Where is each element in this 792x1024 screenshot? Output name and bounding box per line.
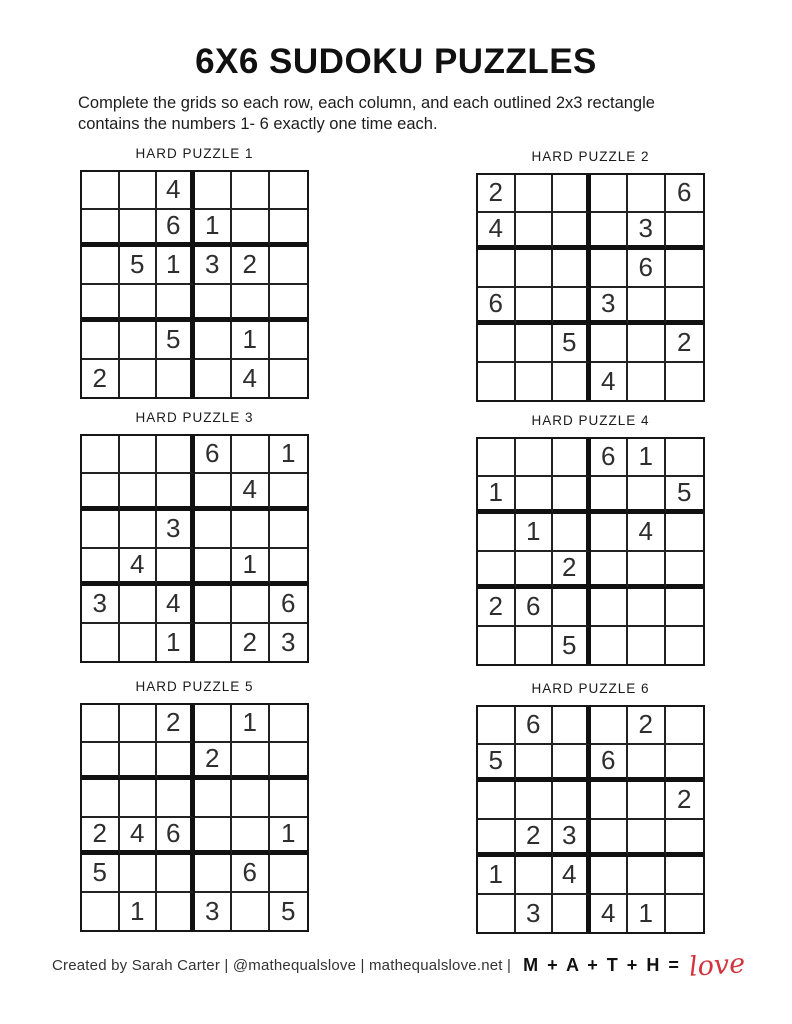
sudoku-cell-empty[interactable] (120, 624, 158, 662)
sudoku-cell-empty[interactable] (478, 895, 516, 933)
sudoku-cell-given: 2 (478, 175, 516, 213)
sudoku-cell-empty[interactable] (478, 707, 516, 745)
sudoku-cell-empty[interactable] (478, 820, 516, 858)
sudoku-cell-empty[interactable] (591, 175, 629, 213)
sudoku-cell-given: 1 (270, 436, 308, 474)
sudoku-cell-given: 2 (666, 325, 704, 363)
sudoku-cell-given: 1 (195, 210, 233, 248)
puzzle-title: HARD PUZZLE 1 (135, 146, 254, 161)
sudoku-cell-empty[interactable] (270, 474, 308, 512)
sudoku-cell-given: 5 (478, 745, 516, 783)
sudoku-cell-empty[interactable] (232, 172, 270, 210)
sudoku-cell-empty[interactable] (628, 857, 666, 895)
sudoku-grid (476, 437, 705, 666)
sudoku-cell-empty[interactable] (516, 857, 554, 895)
sudoku-cell-empty[interactable] (478, 627, 516, 665)
sudoku-cell-given: 5 (120, 247, 158, 285)
sudoku-cell-empty[interactable] (591, 213, 629, 251)
sudoku-cell-empty[interactable] (195, 705, 233, 743)
sudoku-cell-empty[interactable] (591, 589, 629, 627)
sudoku-cell-given: 1 (478, 477, 516, 515)
sudoku-cell-given: 1 (628, 439, 666, 477)
sudoku-cell-empty[interactable] (516, 250, 554, 288)
sudoku-cell-given: 2 (195, 743, 233, 781)
sudoku-cell-given: 2 (232, 624, 270, 662)
sudoku-cell-empty[interactable] (82, 549, 120, 587)
sudoku-cell-empty[interactable] (666, 514, 704, 552)
sudoku-cell-empty[interactable] (120, 210, 158, 248)
sudoku-cell-empty[interactable] (82, 285, 120, 323)
sudoku-cell-empty[interactable] (628, 288, 666, 326)
sudoku-cell-empty[interactable] (82, 474, 120, 512)
sudoku-cell-empty[interactable] (591, 857, 629, 895)
sudoku-cell-given: 5 (157, 322, 195, 360)
sudoku-cell-empty[interactable] (553, 250, 591, 288)
sudoku-cell-empty[interactable] (478, 782, 516, 820)
sudoku-cell-empty[interactable] (232, 780, 270, 818)
sudoku-cell-empty[interactable] (82, 743, 120, 781)
sudoku-cell-given: 2 (82, 818, 120, 856)
sudoku-cell-given: 2 (628, 707, 666, 745)
sudoku-cell-empty[interactable] (553, 477, 591, 515)
sudoku-cell-empty[interactable] (591, 325, 629, 363)
sudoku-cell-empty[interactable] (516, 477, 554, 515)
sudoku-cell-empty[interactable] (82, 172, 120, 210)
sudoku-cell-empty[interactable] (553, 213, 591, 251)
puzzle-title: HARD PUZZLE 3 (135, 410, 254, 425)
sudoku-cell-given: 5 (553, 325, 591, 363)
sudoku-cell-empty[interactable] (195, 624, 233, 662)
sudoku-cell-empty[interactable] (553, 745, 591, 783)
puzzle-4 (476, 413, 705, 666)
sudoku-cell-empty[interactable] (120, 360, 158, 398)
sudoku-cell-empty[interactable] (666, 707, 704, 745)
sudoku-cell-empty[interactable] (270, 322, 308, 360)
sudoku-cell-empty[interactable] (516, 175, 554, 213)
sudoku-cell-given: 1 (232, 322, 270, 360)
sudoku-cell-empty[interactable] (516, 745, 554, 783)
sudoku-cell-empty[interactable] (270, 285, 308, 323)
sudoku-cell-empty[interactable] (666, 820, 704, 858)
sudoku-cell-empty[interactable] (82, 780, 120, 818)
sudoku-cell-empty[interactable] (120, 322, 158, 360)
instructions (78, 93, 738, 135)
sudoku-cell-empty[interactable] (195, 549, 233, 587)
sudoku-cell-empty[interactable] (195, 586, 233, 624)
sudoku-cell-empty[interactable] (120, 474, 158, 512)
sudoku-cell-given: 1 (232, 549, 270, 587)
sudoku-cell-empty[interactable] (553, 288, 591, 326)
sudoku-cell-given: 6 (478, 288, 516, 326)
sudoku-cell-given: 6 (157, 210, 195, 248)
sudoku-cell-empty[interactable] (553, 895, 591, 933)
sudoku-cell-given: 1 (157, 624, 195, 662)
puzzle-2 (476, 149, 705, 402)
sudoku-cell-given: 2 (516, 820, 554, 858)
sudoku-cell-given: 5 (553, 627, 591, 665)
sudoku-cell-empty[interactable] (120, 511, 158, 549)
sudoku-cell-empty[interactable] (591, 514, 629, 552)
sudoku-cell-empty[interactable] (666, 363, 704, 401)
sudoku-cell-given: 4 (591, 363, 629, 401)
sudoku-cell-empty[interactable] (120, 172, 158, 210)
footer (52, 948, 752, 983)
sudoku-cell-empty[interactable] (195, 322, 233, 360)
sudoku-cell-given: 1 (232, 705, 270, 743)
sudoku-cell-given: 4 (232, 474, 270, 512)
sudoku-cell-empty[interactable] (232, 893, 270, 931)
sudoku-cell-empty[interactable] (591, 627, 629, 665)
sudoku-cell-empty[interactable] (591, 782, 629, 820)
sudoku-cell-given: 4 (157, 172, 195, 210)
sudoku-cell-empty[interactable] (195, 780, 233, 818)
sudoku-cell-empty[interactable] (478, 514, 516, 552)
sudoku-cell-empty[interactable] (628, 820, 666, 858)
sudoku-cell-empty[interactable] (516, 782, 554, 820)
sudoku-cell-empty[interactable] (82, 511, 120, 549)
sudoku-cell-empty[interactable] (120, 855, 158, 893)
sudoku-cell-given: 3 (628, 213, 666, 251)
sudoku-cell-empty[interactable] (82, 624, 120, 662)
sudoku-cell-empty[interactable] (195, 474, 233, 512)
sudoku-cell-empty[interactable] (82, 893, 120, 931)
page-title: 6X6 SUDOKU PUZZLES (195, 42, 597, 81)
sudoku-cell-given: 3 (553, 820, 591, 858)
sudoku-cell-empty[interactable] (666, 250, 704, 288)
sudoku-cell-empty[interactable] (157, 780, 195, 818)
sudoku-grid (80, 703, 309, 932)
sudoku-cell-given: 1 (478, 857, 516, 895)
sudoku-cell-empty[interactable] (591, 820, 629, 858)
sudoku-cell-empty[interactable] (232, 743, 270, 781)
sudoku-cell-empty[interactable] (516, 627, 554, 665)
sudoku-cell-given: 2 (666, 782, 704, 820)
sudoku-cell-empty[interactable] (157, 436, 195, 474)
sudoku-cell-empty[interactable] (157, 549, 195, 587)
sudoku-cell-empty[interactable] (591, 250, 629, 288)
sudoku-cell-empty[interactable] (591, 477, 629, 515)
sudoku-cell-empty[interactable] (666, 745, 704, 783)
puzzle-title: HARD PUZZLE 2 (531, 149, 650, 164)
sudoku-cell-given: 2 (82, 360, 120, 398)
sudoku-cell-empty[interactable] (82, 322, 120, 360)
sudoku-cell-given: 6 (666, 175, 704, 213)
sudoku-cell-empty[interactable] (666, 552, 704, 590)
sudoku-cell-empty[interactable] (628, 477, 666, 515)
sudoku-cell-empty[interactable] (120, 285, 158, 323)
sudoku-cell-empty[interactable] (232, 586, 270, 624)
sudoku-cell-empty[interactable] (82, 436, 120, 474)
sudoku-cell-given: 6 (516, 707, 554, 745)
sudoku-cell-given: 1 (120, 893, 158, 931)
sudoku-cell-empty[interactable] (270, 172, 308, 210)
sudoku-cell-empty[interactable] (232, 818, 270, 856)
sudoku-cell-given: 4 (120, 818, 158, 856)
sudoku-cell-empty[interactable] (628, 552, 666, 590)
sudoku-cell-empty[interactable] (478, 439, 516, 477)
sudoku-cell-empty[interactable] (195, 360, 233, 398)
sudoku-cell-empty[interactable] (628, 627, 666, 665)
sudoku-cell-empty[interactable] (270, 360, 308, 398)
puzzle-title: HARD PUZZLE 4 (531, 413, 650, 428)
sudoku-cell-empty[interactable] (553, 707, 591, 745)
sudoku-cell-empty[interactable] (666, 288, 704, 326)
puzzle-title: HARD PUZZLE 5 (135, 679, 254, 694)
sudoku-cell-empty[interactable] (157, 743, 195, 781)
instructions-line-2: contains the numbers 1- 6 exactly one time each. (78, 114, 438, 133)
sudoku-cell-empty[interactable] (516, 439, 554, 477)
sudoku-cell-empty[interactable] (666, 589, 704, 627)
sudoku-cell-given: 5 (82, 855, 120, 893)
sudoku-cell-given: 4 (553, 857, 591, 895)
sudoku-cell-empty[interactable] (270, 549, 308, 587)
sudoku-cell-empty[interactable] (120, 743, 158, 781)
sudoku-cell-given: 6 (195, 436, 233, 474)
sudoku-cell-given: 4 (628, 514, 666, 552)
sudoku-cell-empty[interactable] (628, 363, 666, 401)
sudoku-cell-empty[interactable] (666, 857, 704, 895)
sudoku-cell-empty[interactable] (195, 511, 233, 549)
sudoku-cell-empty[interactable] (516, 552, 554, 590)
sudoku-cell-given: 5 (281, 895, 296, 926)
sudoku-grid (80, 434, 309, 663)
sudoku-cell-empty[interactable] (666, 213, 704, 251)
sudoku-cell-given: 6 (157, 818, 195, 856)
sudoku-cell-given: 1 (270, 818, 308, 856)
sudoku-cell-given: 2 (232, 247, 270, 285)
sudoku-cell-empty[interactable] (516, 325, 554, 363)
sudoku-cell-given: 6 (591, 439, 629, 477)
sudoku-cell-empty[interactable] (478, 363, 516, 401)
sudoku-cell-empty[interactable] (120, 780, 158, 818)
sudoku-cell-given: 6 (270, 586, 308, 624)
puzzle-3 (80, 410, 309, 663)
sudoku-cell-empty[interactable] (478, 325, 516, 363)
sudoku-cell-empty[interactable] (666, 439, 704, 477)
love-script: love (687, 948, 746, 983)
sudoku-cell-empty[interactable] (82, 705, 120, 743)
sudoku-cell-empty[interactable] (628, 782, 666, 820)
sudoku-cell-given: 4 (591, 895, 629, 933)
sudoku-cell-given: 1 (516, 514, 554, 552)
sudoku-cell-empty[interactable] (628, 589, 666, 627)
sudoku-cell-empty[interactable] (270, 743, 308, 781)
sudoku-cell-empty[interactable] (516, 288, 554, 326)
sudoku-cell-given: 3 (281, 626, 296, 657)
sudoku-cell-empty[interactable] (666, 627, 704, 665)
sudoku-cell-empty[interactable] (120, 436, 158, 474)
sudoku-cell-empty[interactable] (591, 552, 629, 590)
sudoku-cell-empty[interactable] (120, 705, 158, 743)
sudoku-cell-given: 3 (591, 288, 629, 326)
sudoku-cell-empty[interactable] (270, 780, 308, 818)
sudoku-cell-empty[interactable] (232, 436, 270, 474)
sudoku-cell-empty[interactable] (195, 172, 233, 210)
sudoku-cell-empty[interactable] (157, 855, 195, 893)
sudoku-cell-empty[interactable] (270, 705, 308, 743)
sudoku-cell-empty[interactable] (232, 210, 270, 248)
sudoku-cell-empty[interactable] (628, 745, 666, 783)
sudoku-cell-empty[interactable] (270, 210, 308, 248)
sudoku-cell-given: 1 (628, 895, 666, 933)
sudoku-cell-empty[interactable] (157, 474, 195, 512)
sudoku-cell-empty[interactable] (232, 285, 270, 323)
footer-credit: Created by Sarah Carter | @mathequalslove | mathequalslove.net | (52, 957, 512, 974)
sudoku-cell-given: 6 (628, 250, 666, 288)
puzzle-6 (476, 681, 705, 934)
sudoku-cell-given: 5 (666, 477, 704, 515)
sudoku-cell-empty[interactable] (232, 511, 270, 549)
sudoku-cell-empty[interactable] (195, 855, 233, 893)
sudoku-cell-empty[interactable] (553, 782, 591, 820)
sudoku-cell-empty[interactable] (270, 511, 308, 549)
sudoku-cell-empty[interactable] (553, 175, 591, 213)
sudoku-cell-empty[interactable] (553, 514, 591, 552)
sudoku-cell-given: 6 (591, 745, 629, 783)
sudoku-cell-empty[interactable] (516, 363, 554, 401)
sudoku-cell-given: 3 (195, 893, 233, 931)
sudoku-cell-empty[interactable] (157, 285, 195, 323)
sudoku-cell-empty[interactable] (82, 247, 120, 285)
sudoku-cell-empty[interactable] (157, 360, 195, 398)
sudoku-cell-empty[interactable] (628, 175, 666, 213)
sudoku-cell-given: 4 (232, 360, 270, 398)
sudoku-cell-given: 1 (157, 247, 195, 285)
sudoku-cell-empty[interactable] (157, 893, 195, 931)
sudoku-cell-given: 3 (157, 511, 195, 549)
puzzle-1 (80, 146, 309, 399)
sudoku-cell-given: 4 (120, 549, 158, 587)
sudoku-cell-given: 3 (195, 247, 233, 285)
puzzle-title: HARD PUZZLE 6 (531, 681, 650, 696)
sudoku-cell-given: 3 (516, 895, 554, 933)
sudoku-cell-given: 2 (157, 705, 195, 743)
sudoku-cell-given: 6 (516, 589, 554, 627)
sudoku-cell-empty[interactable] (553, 363, 591, 401)
sudoku-cell-empty[interactable] (591, 707, 629, 745)
sudoku-grid (80, 170, 309, 399)
instructions-line-1: Complete the grids so each row, each column, and each outlined 2x3 rectangle (78, 94, 655, 112)
sudoku-cell-empty[interactable] (516, 213, 554, 251)
sudoku-cell-given: 3 (82, 586, 120, 624)
sudoku-cell-empty[interactable] (270, 247, 308, 285)
sudoku-cell-empty[interactable] (478, 552, 516, 590)
sudoku-cell-empty[interactable] (120, 586, 158, 624)
sudoku-cell-empty[interactable] (478, 250, 516, 288)
sudoku-cell-empty[interactable] (195, 818, 233, 856)
sudoku-cell-empty[interactable] (82, 210, 120, 248)
footer-brand-math: M + A + T + H = (523, 955, 681, 975)
sudoku-cell-given: 4 (157, 586, 195, 624)
sudoku-cell-empty[interactable] (553, 439, 591, 477)
sudoku-grid (476, 705, 705, 934)
puzzle-5 (80, 679, 309, 932)
sudoku-cell-given: 2 (478, 589, 516, 627)
sudoku-cell-empty[interactable] (628, 325, 666, 363)
sudoku-cell-given: 6 (232, 855, 270, 893)
sudoku-cell-empty[interactable] (195, 285, 233, 323)
sudoku-grid (476, 173, 705, 402)
sudoku-cell-empty[interactable] (666, 895, 704, 933)
sudoku-cell-given: 4 (478, 213, 516, 251)
sudoku-cell-given: 2 (553, 552, 591, 590)
sudoku-cell-empty[interactable] (553, 589, 591, 627)
sudoku-cell-empty[interactable] (270, 855, 308, 893)
